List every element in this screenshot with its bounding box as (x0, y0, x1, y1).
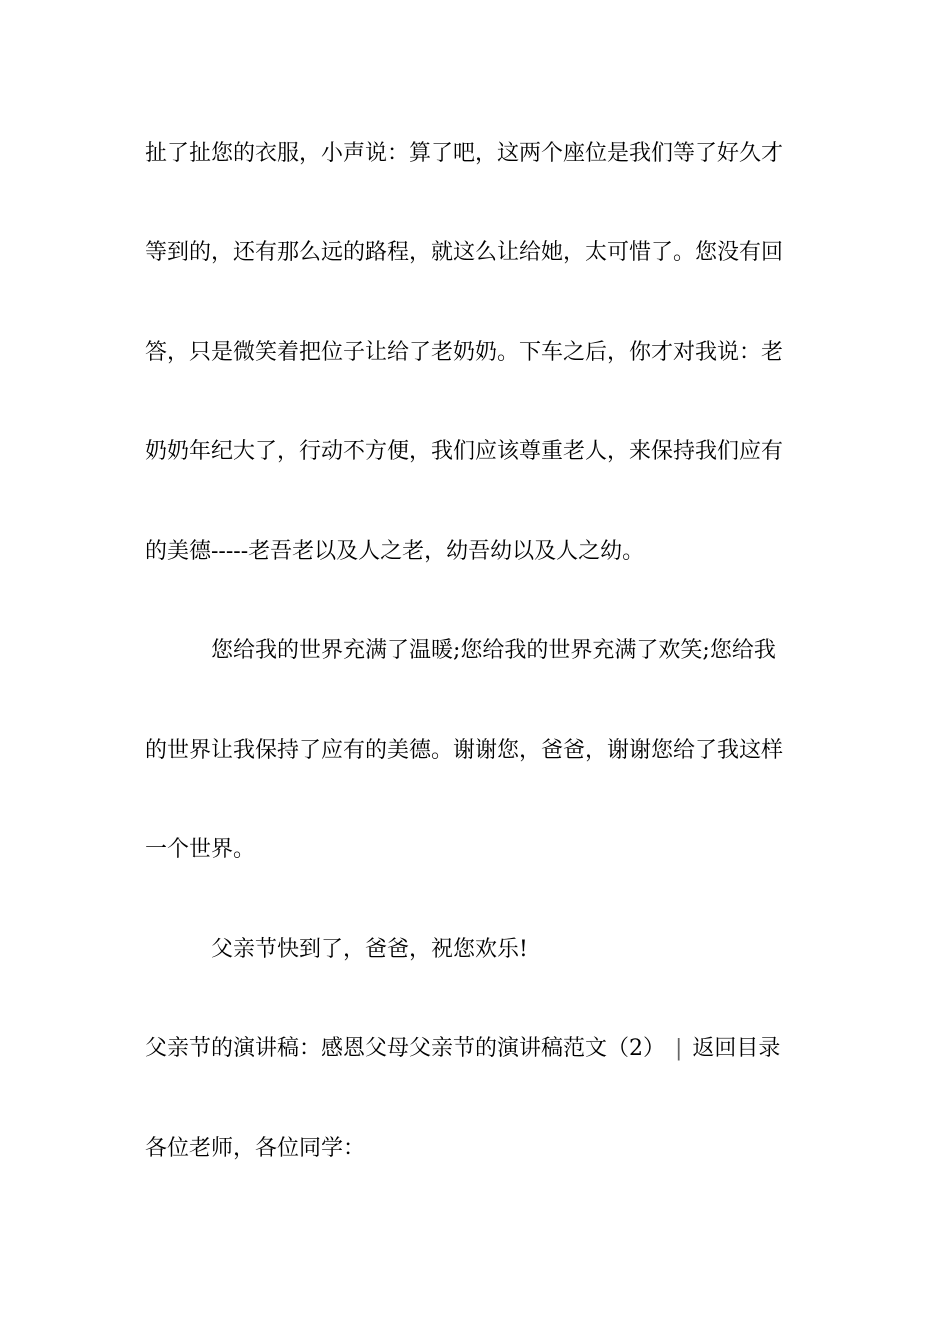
paragraph-line: 的世界让我保持了应有的美德。谢谢您，爸爸，谢谢您给了我这样 (145, 738, 784, 763)
speech-greeting: 各位老师，各位同学： (145, 1136, 366, 1161)
paragraph-line: 一个世界。 (145, 837, 256, 862)
paragraph-line: 答，只是微笑着把位子让给了老奶奶。下车之后，你才对我说：老 (145, 340, 784, 365)
section-heading-row (145, 1034, 825, 1064)
paragraph-line: 奶奶年纪大了，行动不方便，我们应该尊重老人，来保持我们应有 (145, 439, 784, 464)
paragraph-line: 扯了扯您的衣服，小声说：算了吧，这两个座位是我们等了好久才 (145, 141, 784, 166)
heading-separator: | (675, 1036, 683, 1061)
closing-wish: 父亲节快到了，爸爸，祝您欢乐! (211, 937, 528, 962)
back-to-contents-link[interactable]: 返回目录 (692, 1036, 781, 1061)
paragraph-line: 的美德-----老吾老以及人之老，幼吾幼以及人之幼。 (145, 539, 645, 564)
section-heading: 父亲节的演讲稿：感恩父母父亲节的演讲稿范文（2） (145, 1036, 665, 1061)
paragraph-line: 等到的，还有那么远的路程，就这么让给她，太可惜了。您没有回 (145, 240, 784, 265)
paragraph-line: 您给我的世界充满了温暖;您给我的世界充满了欢笑;您给我 (211, 638, 776, 663)
